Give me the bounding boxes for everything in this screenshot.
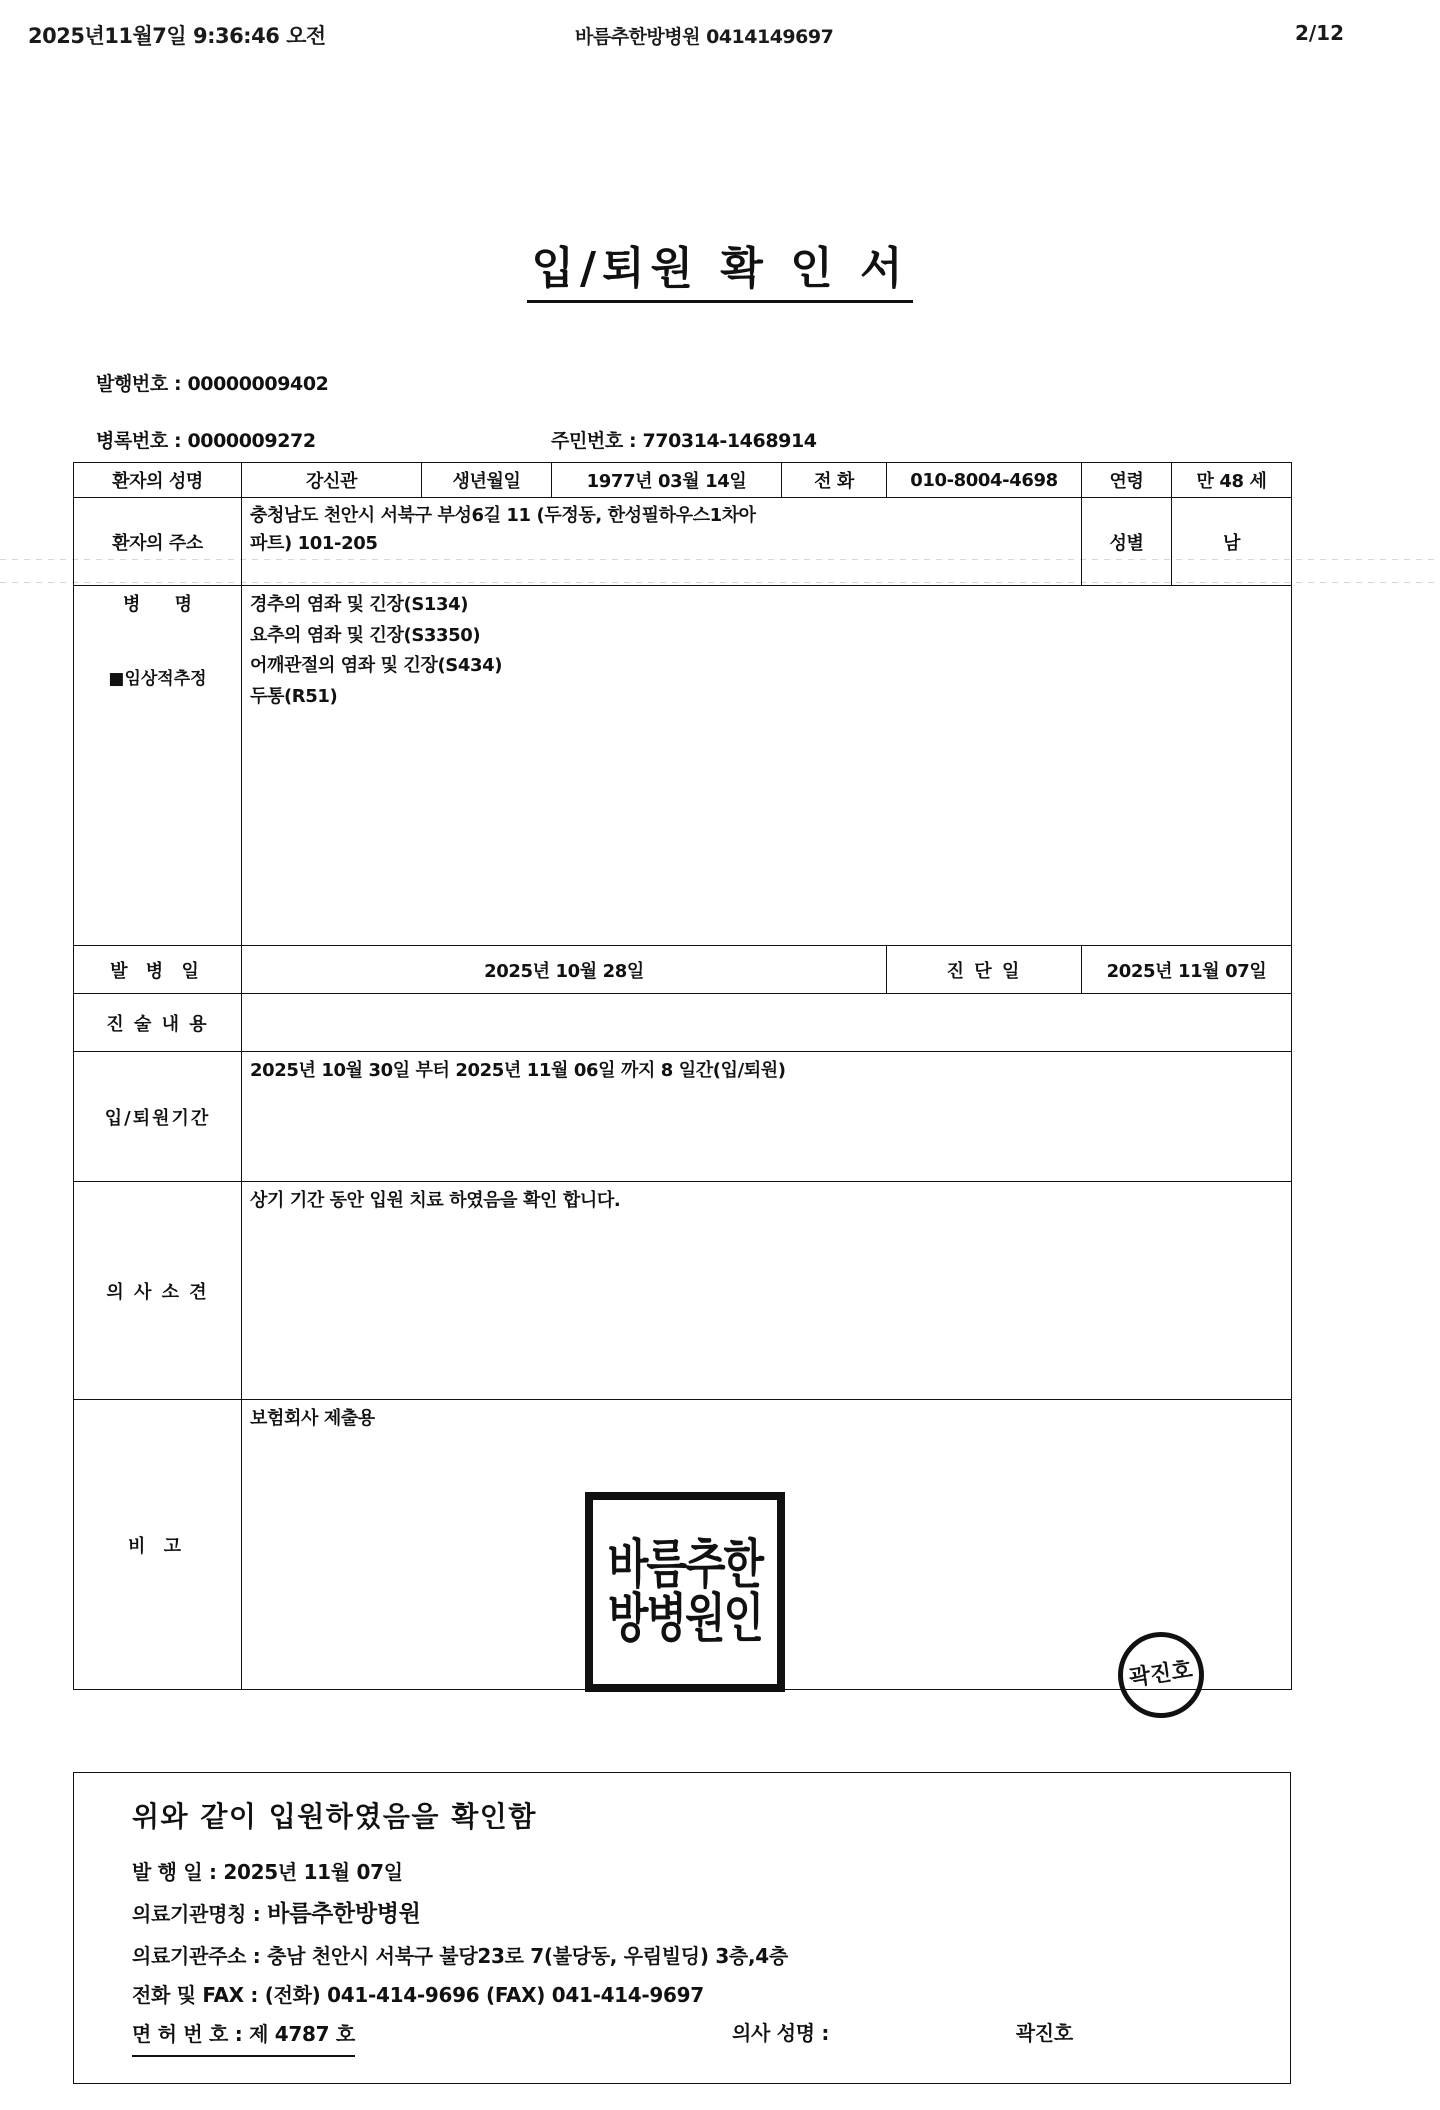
address-line-2: 파트) 101-205 — [250, 532, 378, 554]
issue-date-value: 2025년 11월 07일 — [223, 1860, 403, 1884]
diagnosis-label: 병 명 — [122, 594, 207, 615]
print-source: 바름추한방병원 0414149697 — [575, 26, 834, 48]
table-row-diagnosis — [74, 586, 1292, 946]
address-line-1: 충청남도 천안시 서북구 부성6길 11 (두정동, 한성필하우스1차아 — [250, 505, 756, 526]
rrn-group — [551, 426, 817, 453]
diagnosis-date-label: 진 단 일 — [887, 946, 1082, 994]
table-row-address — [74, 498, 1292, 586]
table-row-patient-basic — [74, 463, 1292, 498]
admission-period-label: 입/퇴원기간 — [74, 1052, 242, 1182]
issue-number-row — [96, 369, 328, 396]
issue-number-label: 발행번호 : — [96, 373, 182, 395]
diagnosis-item: 어깨관절의 염좌 및 긴장(S434) — [250, 655, 503, 677]
page-title-text: 입/퇴원 확 인 서 — [527, 243, 912, 303]
license-row — [132, 2015, 1290, 2057]
diagnosis-date-value: 2025년 11월 07일 — [1082, 946, 1292, 994]
rrn-label: 주민번호 : — [551, 430, 637, 452]
gender-value: 남 — [1172, 498, 1292, 586]
statement-label: 진 술 내 용 — [74, 994, 242, 1052]
table-row-admission-period — [74, 1052, 1292, 1182]
onset-label: 발 병 일 — [74, 946, 242, 994]
phone-value: 010-8004-4698 — [887, 463, 1082, 498]
issue-date-label: 발 행 일 : — [132, 1860, 217, 1884]
opinion-label: 의 사 소 견 — [74, 1182, 242, 1400]
diagnosis-label-cell — [74, 586, 242, 946]
diagnosis-list — [242, 586, 1292, 946]
org-contact-value: (전화) 041-414-9696 (FAX) 041-414-9697 — [264, 1982, 704, 2007]
table-row-statement — [74, 994, 1292, 1052]
address-label: 환자의 주소 — [74, 498, 242, 586]
remarks-label: 비 고 — [74, 1400, 242, 1690]
print-datetime: 2025년11월7일 9:36:46 오전 — [28, 24, 326, 48]
age-label: 연령 — [1082, 463, 1172, 498]
org-name-row — [132, 1892, 1290, 1937]
org-address-row — [132, 1937, 1290, 1976]
hospital-seal-text: 바름추한방병원인 — [607, 1533, 763, 1649]
doctor-seal-stamp — [1118, 1632, 1204, 1718]
address-value — [242, 498, 1082, 586]
diagnosis-item: 경추의 염좌 및 긴장(S134) — [250, 594, 469, 615]
record-number-label: 병록번호 : — [96, 430, 182, 452]
table-row-opinion — [74, 1182, 1292, 1400]
remarks-value: 보험회사 제출용 — [242, 1400, 1292, 1690]
print-header — [0, 0, 1440, 63]
doctor-seal-text: 곽진호 — [1127, 1657, 1195, 1692]
org-contact-row — [132, 1976, 1290, 2015]
page-title — [0, 232, 1440, 296]
org-address-value: 충남 천안시 서북구 불당23로 7(불당동, 우림빌딩) 3층,4층 — [267, 1943, 788, 1968]
rrn-value: 770314-1468914 — [642, 430, 817, 452]
doctor-name-value: 곽진호 — [1015, 2020, 1073, 2045]
gender-label: 성별 — [1082, 498, 1172, 586]
table-row-dates — [74, 946, 1292, 994]
phone-label: 전 화 — [782, 463, 887, 498]
org-contact-label: 전화 및 FAX : — [132, 1982, 259, 2007]
onset-value: 2025년 10월 28일 — [242, 946, 887, 994]
record-number-row — [96, 426, 817, 453]
patient-name-value: 강신관 — [242, 463, 422, 498]
admission-period-value: 2025년 10월 30일 부터 2025년 11월 06일 까지 8 일간(입/퇴원) — [242, 1052, 1292, 1182]
org-name-label: 의료기관명칭 : — [132, 1902, 261, 1926]
issue-number-value: 00000009402 — [187, 373, 329, 395]
document-sheet — [0, 62, 1440, 2110]
license-label: 면 허 번 호 : 제 4787 호 — [132, 2015, 355, 2057]
diagnosis-sub-label: ■임상적추정 — [108, 669, 207, 689]
doctor-label: 의사 성명 : — [732, 2020, 830, 2045]
diagnosis-item: 요추의 염좌 및 긴장(S3350) — [250, 624, 481, 646]
birth-label: 생년월일 — [422, 463, 552, 498]
issue-date-row — [132, 1853, 1290, 1892]
birth-value: 1977년 03월 14일 — [552, 463, 782, 498]
diagnosis-item: 두통(R51) — [250, 685, 338, 707]
patient-name-label: 환자의 성명 — [74, 463, 242, 498]
confirmation-title: 위와 같이 입원하였음을 확인함 — [132, 1800, 537, 1833]
opinion-value: 상기 기간 동안 입원 치료 하였음을 확인 합니다. — [242, 1182, 1292, 1400]
doctor-row — [732, 2014, 1073, 2053]
hospital-seal-stamp — [585, 1492, 785, 1692]
record-number-value: 0000009272 — [187, 430, 316, 452]
age-value: 만 48 세 — [1172, 463, 1292, 498]
page-indicator: 2/12 — [1294, 21, 1344, 45]
org-address-label: 의료기관주소 : — [132, 1943, 261, 1968]
confirmation-block — [73, 1772, 1291, 2084]
organization-info — [132, 1853, 1290, 2057]
statement-value — [242, 994, 1292, 1052]
org-name-value: 바름추한방병원 — [267, 1901, 421, 1927]
